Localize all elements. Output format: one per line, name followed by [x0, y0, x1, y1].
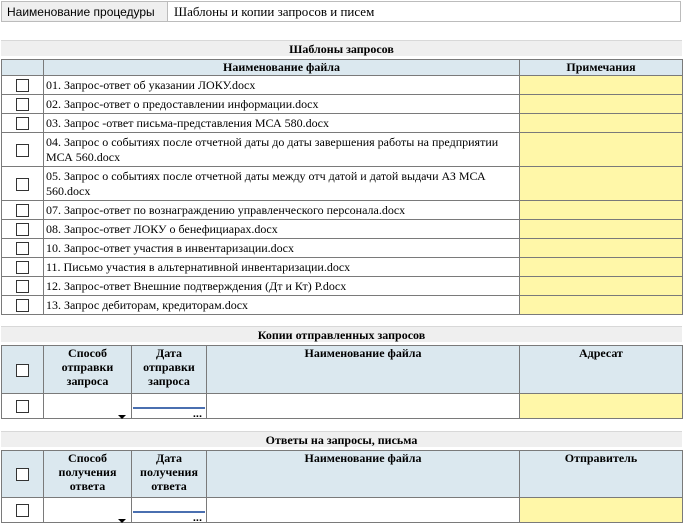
template-checkbox-cell[interactable] — [2, 296, 44, 315]
template-checkbox-cell[interactable] — [2, 95, 44, 114]
sent-section-title: Копии отправленных запросов — [1, 326, 682, 342]
replies-date-field[interactable] — [132, 498, 207, 523]
template-row — [2, 258, 683, 277]
template-checkbox[interactable] — [16, 144, 29, 157]
dropdown-arrow-icon[interactable] — [118, 415, 126, 419]
template-checkbox-cell[interactable] — [2, 133, 44, 167]
template-note-cell[interactable] — [520, 201, 683, 220]
template-row — [2, 220, 683, 239]
template-file-link[interactable]: 02. Запрос-ответ о предоставлении информации.docx — [44, 95, 520, 114]
template-note-cell[interactable] — [520, 277, 683, 296]
template-row — [2, 277, 683, 296]
template-note-cell[interactable] — [520, 95, 683, 114]
template-row — [2, 95, 683, 114]
replies-header-select-all[interactable] — [2, 451, 44, 498]
replies-section-title: Ответы на запросы, письма — [1, 431, 682, 447]
template-checkbox[interactable] — [16, 299, 29, 312]
sent-date-field[interactable] — [132, 394, 207, 419]
templates-header-note: Примечания — [520, 60, 683, 76]
template-file-link[interactable]: 03. Запрос -ответ письма-представления МСА 580.docx — [44, 114, 520, 133]
templates-section-title: Шаблоны запросов — [1, 40, 682, 56]
sent-method-dropdown[interactable] — [44, 394, 132, 419]
template-note-cell[interactable] — [520, 167, 683, 201]
template-note-cell[interactable] — [520, 133, 683, 167]
row-checkbox[interactable] — [16, 504, 29, 517]
sent-header-date: Дата отправки запроса — [132, 346, 207, 394]
date-picker-button[interactable]: ... — [192, 408, 202, 420]
template-note-cell[interactable] — [520, 239, 683, 258]
replies-method-dropdown[interactable] — [44, 498, 132, 523]
select-all-checkbox[interactable] — [16, 364, 29, 377]
template-file-link[interactable]: 01. Запрос-ответ об указании ЛОКУ.docx — [44, 76, 520, 95]
template-file-link[interactable]: 11. Письмо участия в альтернативной инвентаризации.docx — [44, 258, 520, 277]
template-file-link[interactable]: 07. Запрос-ответ по вознаграждению управленческого персонала.docx — [44, 201, 520, 220]
template-checkbox-cell[interactable] — [2, 114, 44, 133]
template-checkbox-cell[interactable] — [2, 167, 44, 201]
template-row — [2, 167, 683, 201]
template-checkbox[interactable] — [16, 242, 29, 255]
template-row — [2, 239, 683, 258]
template-note-cell[interactable] — [520, 296, 683, 315]
template-checkbox-cell[interactable] — [2, 220, 44, 239]
sent-row-checkbox-cell[interactable] — [2, 394, 44, 419]
templates-table — [1, 59, 683, 315]
date-picker-button[interactable]: ... — [192, 512, 202, 524]
replies-file-cell[interactable] — [207, 498, 520, 523]
template-checkbox[interactable] — [16, 280, 29, 293]
sent-file-cell[interactable] — [207, 394, 520, 419]
template-row — [2, 76, 683, 95]
replies-header-file: Наименование файла — [207, 451, 520, 498]
row-checkbox[interactable] — [16, 400, 29, 413]
sent-header-method: Способ отправки запроса — [44, 346, 132, 394]
procedure-value: Шаблоны и копии запросов и писем — [168, 1, 681, 22]
replies-row-checkbox-cell[interactable] — [2, 498, 44, 523]
template-file-link[interactable]: 12. Запрос-ответ Внешние подтверждения (Дт и Кт) Р.docx — [44, 277, 520, 296]
replies-table — [1, 450, 683, 523]
replies-header-date: Дата получения ответа — [132, 451, 207, 498]
template-file-link[interactable]: 10. Запрос-ответ участия в инвентаризации.docx — [44, 239, 520, 258]
template-checkbox-cell[interactable] — [2, 277, 44, 296]
template-row — [2, 201, 683, 220]
template-row — [2, 296, 683, 315]
sent-header-file: Наименование файла — [207, 346, 520, 394]
template-checkbox-cell[interactable] — [2, 76, 44, 95]
template-checkbox[interactable] — [16, 98, 29, 111]
template-checkbox[interactable] — [16, 204, 29, 217]
template-checkbox-cell[interactable] — [2, 201, 44, 220]
template-checkbox[interactable] — [16, 178, 29, 191]
template-file-link[interactable]: 05. Запрос о событиях после отчетной даты между отч датой и датой выдачи АЗ МСА 560.docx — [44, 167, 520, 201]
dropdown-arrow-icon[interactable] — [118, 519, 126, 523]
template-note-cell[interactable] — [520, 76, 683, 95]
template-checkbox[interactable] — [16, 223, 29, 236]
template-checkbox[interactable] — [16, 261, 29, 274]
template-row — [2, 114, 683, 133]
select-all-checkbox[interactable] — [16, 468, 29, 481]
template-checkbox[interactable] — [16, 117, 29, 130]
template-checkbox[interactable] — [16, 79, 29, 92]
template-file-link[interactable]: 08. Запрос-ответ ЛОКУ о бенефициарах.docx — [44, 220, 520, 239]
replies-header-method: Способ получения ответа — [44, 451, 132, 498]
sent-addressee-cell[interactable] — [520, 394, 683, 419]
template-file-link[interactable]: 04. Запрос о событиях после отчетной даты до даты завершения работы на предприятии МСА 560.docx — [44, 133, 520, 167]
procedure-label: Наименование процедуры — [1, 1, 168, 22]
templates-header-checkbox-cell — [2, 60, 44, 76]
template-file-link[interactable]: 13. Запрос дебиторам, кредиторам.docx — [44, 296, 520, 315]
sent-header-addressee: Адресат — [520, 346, 683, 394]
template-checkbox-cell[interactable] — [2, 258, 44, 277]
template-note-cell[interactable] — [520, 114, 683, 133]
replies-header-sender: Отправитель — [520, 451, 683, 498]
template-note-cell[interactable] — [520, 220, 683, 239]
sent-table — [1, 345, 683, 419]
template-checkbox-cell[interactable] — [2, 239, 44, 258]
sent-header-select-all[interactable] — [2, 346, 44, 394]
template-row — [2, 133, 683, 167]
replies-sender-cell[interactable] — [520, 498, 683, 523]
templates-header-file: Наименование файла — [44, 60, 520, 76]
template-note-cell[interactable] — [520, 258, 683, 277]
